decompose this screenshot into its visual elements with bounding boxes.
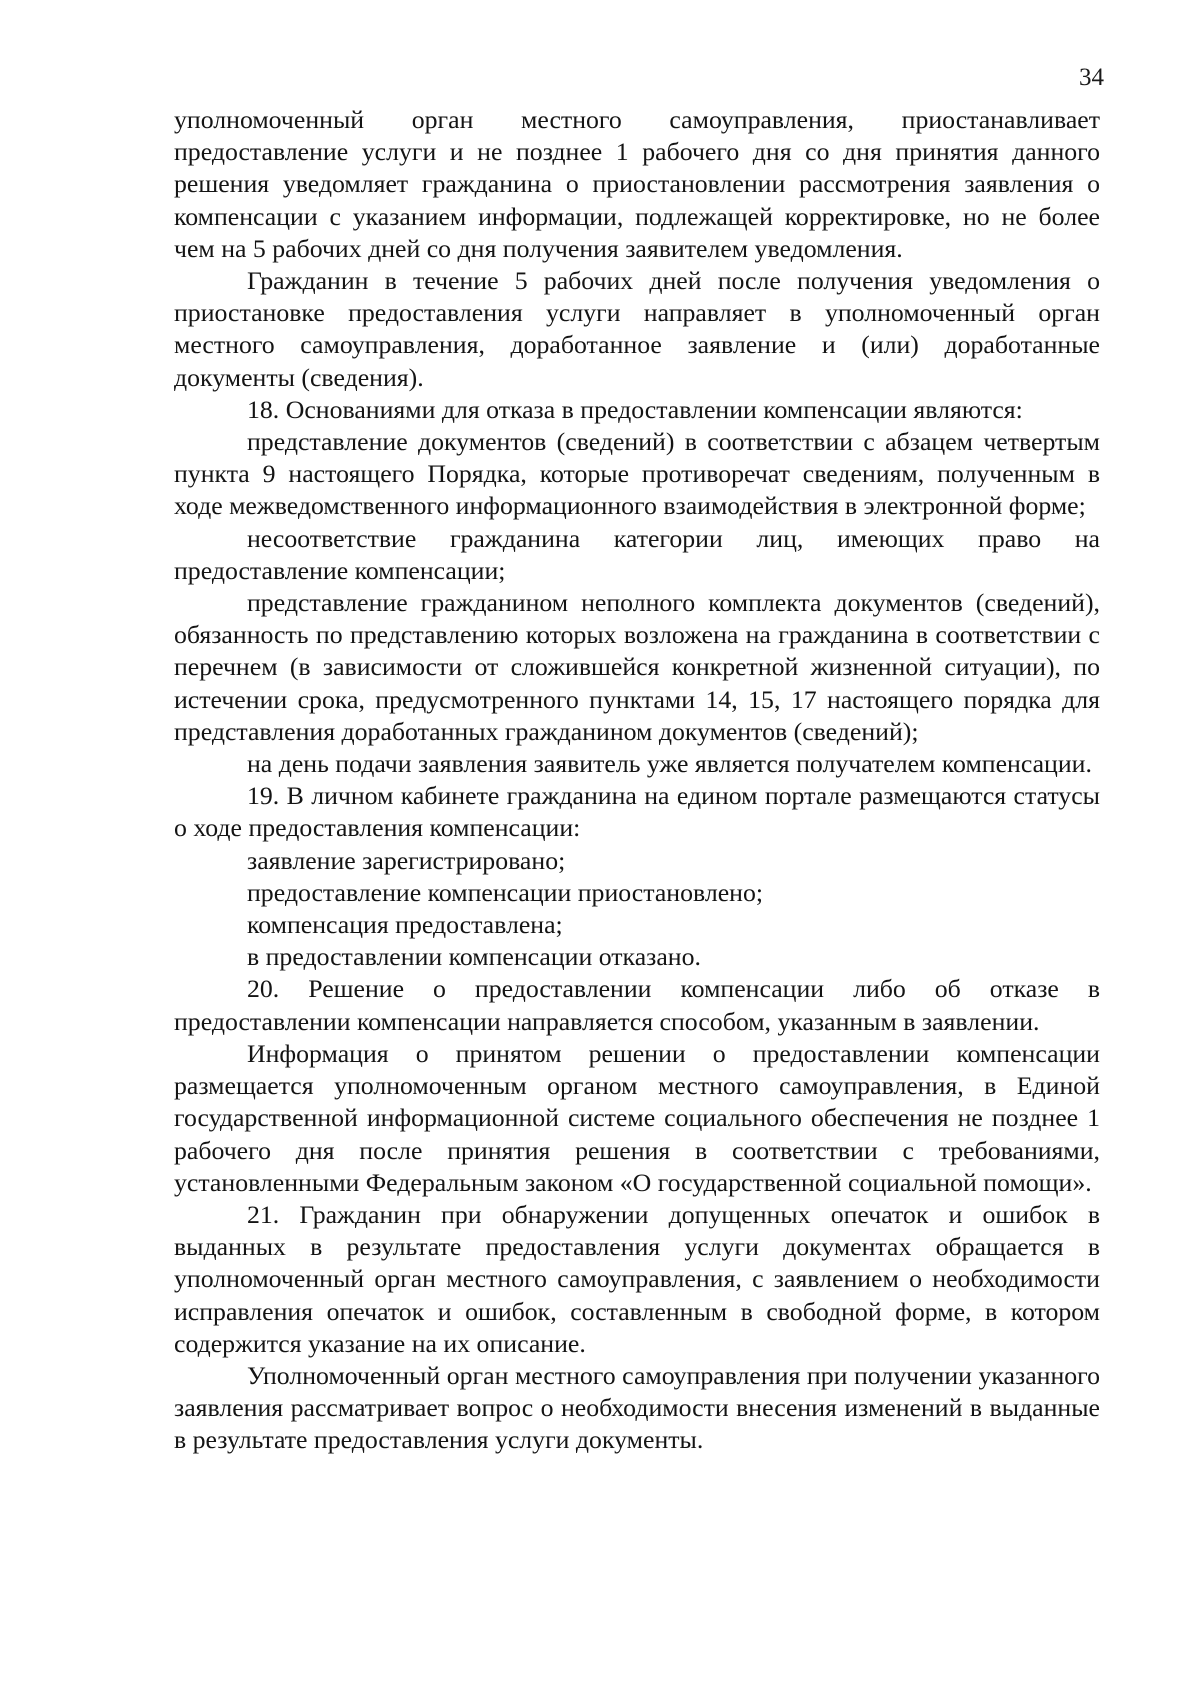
paragraph-continuation: уполномоченный орган местного самоуправления, приостанавливает предоставление услуги и не позднее 1 рабочего дня со дня принятия данного решения уведомляет гражданина о приостановлении рассмотрения заявления о компенсации с указанием информации, подлежащей корректировке, но не более чем на 5 рабочих дней со дня получения заявителем уведомления.: [174, 105, 1100, 263]
status-item-refused: в предоставлении компенсации отказано.: [247, 942, 701, 972]
list-item-incomplete-documents: представление гражданином неполного комплекта документов (сведений), обязанность по представлению которых возложена на гражданина в соответствии с перечнем (в зависимости от сложившейся конкретной жизненной ситуации), по истечении срока, предусмотренного пунктами 14, 15, 17 настоящего порядка для представления доработанных гражданином документов (сведений);: [174, 588, 1100, 746]
list-item-contradicting-documents: представление документов (сведений) в соответствии с абзацем четвертым пункта 9 настоящего Порядка, которые противоречат сведениям, полученным в ходе межведомственного информационного взаимодействия в электронной форме;: [174, 427, 1100, 521]
paragraph-citizen-resubmission: Гражданин в течение 5 рабочих дней после получения уведомления о приостановке предоставления услуги направляет в уполномоченный орган местного самоуправления, доработанное заявление и (или) доработанные документы (сведения).: [174, 266, 1100, 392]
paragraph-19-portal-statuses: 19. В личном кабинете гражданина на едином портале размещаются статусы о ходе предоставления компенсации:: [174, 781, 1100, 843]
status-item-suspended: предоставление компенсации приостановлено;: [247, 877, 764, 907]
list-item-category-mismatch: несоответствие гражданина категории лиц, имеющих право на предоставление компенсации;: [174, 523, 1100, 585]
paragraph-18-refusal-grounds: 18. Основаниями для отказа в предоставлении компенсации являются:: [247, 394, 1023, 424]
paragraph-decision-publication: Информация о принятом решении о предоставлении компенсации размещается уполномоченным органом местного самоуправления, в Единой государственной информационной системе социального обеспечения не позднее 1 рабочего дня после принятия решения в соответствии с требованиями, установленными Федеральным законом «О государственной социальной помощи».: [174, 1038, 1100, 1197]
status-item-granted: компенсация предоставлена;: [247, 910, 563, 940]
document-body: [174, 104, 1100, 1457]
paragraph-correction-review: Уполномоченный орган местного самоуправления при получении указанного заявления рассматривает вопрос о необходимости внесения изменений в выданные в результате предоставления услуги документы.: [174, 1360, 1100, 1455]
page-number: 34: [1079, 64, 1104, 91]
status-item-registered: заявление зарегистрировано;: [247, 845, 566, 875]
paragraph-21-typo-correction: 21. Гражданин при обнаружении допущенных опечаток и ошибок в выданных в результате предоставления услуги документах обращается в уполномоченный орган местного самоуправления, с заявлением о необходимости исправления опечаток и ошибок, составленным в свободной форме, в котором содержится указание на их описание.: [174, 1199, 1100, 1358]
paragraph-20-decision-delivery: 20. Решение о предоставлении компенсации либо об отказе в предоставлении компенсации направляется способом, указанным в заявлении.: [174, 974, 1100, 1036]
list-item-already-recipient: на день подачи заявления заявитель уже является получателем компенсации.: [247, 749, 1092, 779]
